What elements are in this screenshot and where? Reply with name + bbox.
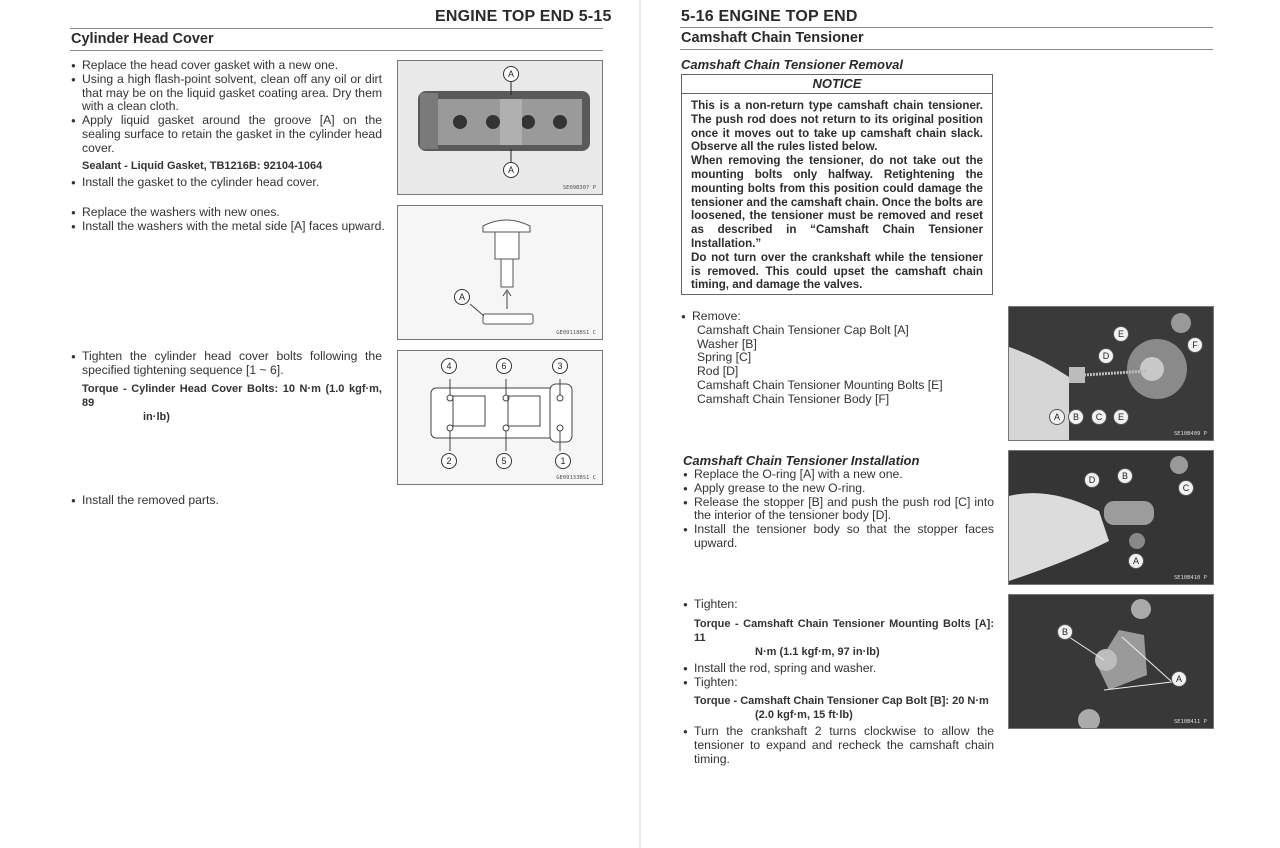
figure-tensioner-torque-photo xyxy=(1008,594,1214,729)
instruction-bullet: ● Install the washers with the metal side [A] faces upward. xyxy=(71,220,391,234)
figure-code: SE10B410 P xyxy=(1173,575,1207,581)
torque-spec xyxy=(71,382,382,424)
torque-spec-line1: Torque - Camshaft Chain Tensioner Cap Bolt [B]: 20 N·m xyxy=(694,695,989,708)
notice-title: NOTICE xyxy=(682,75,992,94)
tightening-block xyxy=(71,350,382,427)
sealant-spec: Sealant - Liquid Gasket, TB1216B: 92104-1064 xyxy=(82,159,323,172)
torque-spec-line2: N·m (1.1 kgf·m, 97 in·lb) xyxy=(755,645,880,658)
callout-4: 4 xyxy=(441,358,457,374)
torque-spec-line1: Torque - Cylinder Head Cover Bolts: 10 N·m (1.0 kgf·m, 89 xyxy=(82,382,382,409)
instruction-bullet: ● Replace the head cover gasket with a new one. xyxy=(71,59,382,73)
figure-bolt-sequence xyxy=(397,350,603,485)
instruction-bullet: ● Install the rod, spring and washer. xyxy=(683,662,994,676)
figure-code: SE09B307 P xyxy=(562,185,596,191)
callout-5: 5 xyxy=(496,453,512,469)
instruction-bullet: ● Install the tensioner body so that the stopper faces upward. xyxy=(683,523,994,551)
instruction-bullet: ● Replace the O-ring [A] with a new one. xyxy=(683,468,994,482)
callout-c: C xyxy=(1091,409,1107,425)
figure-tensioner-install-photo xyxy=(1008,450,1214,585)
instruction-bullet: ● Apply grease to the new O-ring. xyxy=(683,482,994,496)
callout-1: 1 xyxy=(555,453,571,469)
callout-d: D xyxy=(1098,348,1114,364)
head-cover-illustration xyxy=(398,61,603,195)
header-rule xyxy=(70,28,603,29)
remove-item: Camshaft Chain Tensioner Cap Bolt [A] xyxy=(697,322,909,337)
subsection-title-removal: Camshaft Chain Tensioner Removal xyxy=(681,57,904,72)
section-title-cylinder-head-cover: Cylinder Head Cover xyxy=(71,31,214,47)
figure-tensioner-removal-photo xyxy=(1008,306,1214,441)
washer-block xyxy=(71,206,391,234)
torque-spec-cap-bolt xyxy=(683,694,994,722)
callout-a: A xyxy=(1128,553,1144,569)
tensioner-install-illustration xyxy=(1009,451,1214,585)
subsection-title-installation: Camshaft Chain Tensioner Installation xyxy=(683,453,920,468)
right-page-header: 5-16 ENGINE TOP END xyxy=(681,8,858,25)
instruction-bullet: ● Turn the crankshaft 2 turns clockwise to allow the tensioner to expand and recheck the camshaft chain timing. xyxy=(683,725,994,766)
callout-e: E xyxy=(1113,409,1129,425)
figure-code: GE09118BS1 C xyxy=(556,330,596,336)
torque-spec-line2: (2.0 kgf·m, 15 ft·lb) xyxy=(755,709,853,722)
callout-3: 3 xyxy=(552,358,568,374)
cylinder-head-cover-block1 xyxy=(71,59,382,189)
notice-paragraph: When removing the tensioner, do not take out the mounting bolts only halfway. Retightening the mounting bolts from this position could damage the tensioner and the camshaft chain. Once the bolts are loosened, the tensioner must be removed and reset as described in “Camshaft Chain Tensioner Installation.” xyxy=(691,154,983,250)
tensioner-torque-illustration xyxy=(1009,595,1214,729)
instruction-bullet: ● Tighten the cylinder head cover bolts following the specified tightening sequence [1 ~ 6]. xyxy=(71,350,382,378)
callout-a: A xyxy=(1171,671,1187,687)
callout-a: A xyxy=(503,66,519,82)
page-gutter xyxy=(639,0,641,848)
callout-a: A xyxy=(503,162,519,178)
callout-b: B xyxy=(1057,624,1073,640)
callout-f: F xyxy=(1187,337,1203,353)
callout-c: C xyxy=(1178,480,1194,496)
callout-a: A xyxy=(454,289,470,305)
callout-b: B xyxy=(1117,468,1133,484)
installation-steps xyxy=(683,468,994,551)
callout-6: 6 xyxy=(496,358,512,374)
tighten-label: ● Tighten: xyxy=(683,598,994,612)
callout-b: B xyxy=(1068,409,1084,425)
notice-paragraph: This is a non-return type camshaft chain tensioner. The push rod does not return to its original position once it moves out to take up camshaft chain slack. Observe all the rules listed below. xyxy=(691,99,983,154)
figure-code: SE10B409 P xyxy=(1173,431,1207,437)
figure-code: GE09133BS1 C xyxy=(556,475,596,481)
instruction-bullet: ● Using a high flash-point solvent, clean off any oil or dirt that may be on the liquid gasket coating area. Dry them with a clean cloth. xyxy=(71,73,382,114)
figure-code: SE10B411 P xyxy=(1173,719,1207,725)
instruction-bullet: ● Apply liquid gasket around the groove [A] on the sealing surface to retain the gasket in the cylinder head cover. xyxy=(71,114,382,155)
callout-2: 2 xyxy=(441,453,457,469)
remove-item: Washer [B] xyxy=(697,336,757,351)
tightening-steps xyxy=(683,598,994,767)
remove-list xyxy=(681,310,991,407)
washer-illustration xyxy=(398,206,603,340)
section-rule xyxy=(70,50,603,51)
remove-item: Spring [C] xyxy=(697,350,752,365)
section-rule xyxy=(680,49,1213,50)
torque-spec-line2: in·lb) xyxy=(143,410,170,423)
instruction-bullet: ● Install the removed parts. xyxy=(71,494,382,508)
callout-e: E xyxy=(1113,326,1129,342)
remove-item: Camshaft Chain Tensioner Mounting Bolts [E] xyxy=(697,377,943,392)
tighten-label: ● Tighten: xyxy=(683,676,994,690)
remove-item: Rod [D] xyxy=(697,364,739,379)
header-rule xyxy=(680,27,1213,28)
install-parts-block xyxy=(71,494,382,508)
tensioner-removal-illustration xyxy=(1009,307,1214,441)
notice-paragraph: Do not turn over the crankshaft while the tensioner is removed. This could upset the camshaft chain timing, and damage the valves. xyxy=(691,250,983,292)
notice-box xyxy=(681,74,993,295)
instruction-bullet: ● Release the stopper [B] and push the push rod [C] into the interior of the tensioner body [D]. xyxy=(683,496,994,524)
figure-washer-diagram xyxy=(397,205,603,340)
remove-label: ● Remove: xyxy=(681,310,991,324)
left-page-header: ENGINE TOP END 5-15 xyxy=(435,8,612,25)
instruction-bullet: ● Install the gasket to the cylinder head cover. xyxy=(71,176,382,190)
callout-a: A xyxy=(1049,409,1065,425)
section-title-camshaft-chain-tensioner: Camshaft Chain Tensioner xyxy=(681,30,864,46)
instruction-bullet: ● Replace the washers with new ones. xyxy=(71,206,391,220)
notice-body xyxy=(682,94,992,292)
remove-item: Camshaft Chain Tensioner Body [F] xyxy=(697,391,890,406)
callout-d: D xyxy=(1084,472,1100,488)
figure-head-cover-photo xyxy=(397,60,603,195)
torque-spec-mounting-bolts xyxy=(683,617,994,659)
torque-spec-line1: Torque - Camshaft Chain Tensioner Mounting Bolts [A]: 11 xyxy=(694,617,994,644)
